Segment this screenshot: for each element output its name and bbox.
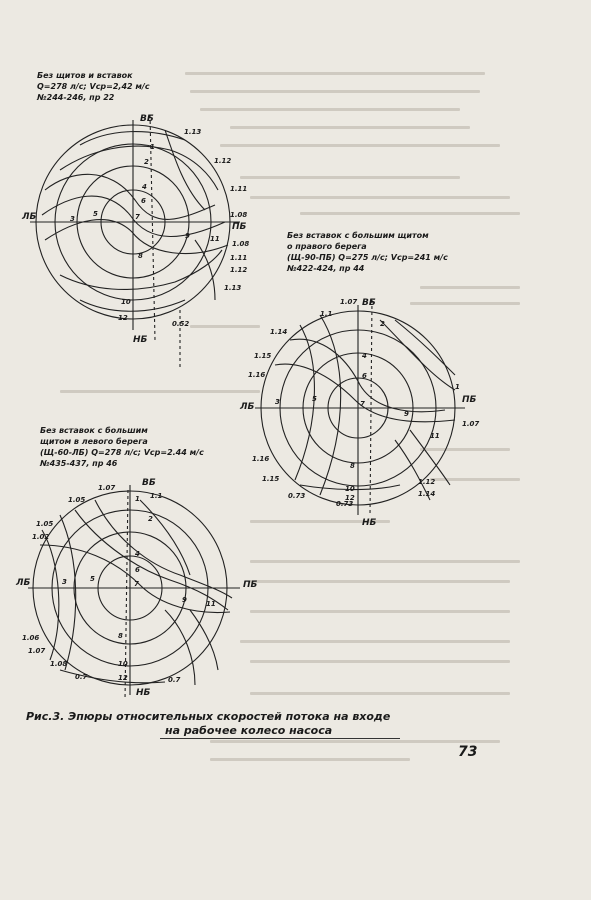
diagram3-isoline-d — [42, 530, 59, 660]
diagram1-point-label: 6 — [141, 197, 146, 205]
diagram2-iso-label: 1.16 — [252, 455, 270, 463]
figure-caption-line1: Рис.3. Эпюры относительных скоростей потока на входе — [26, 710, 391, 723]
diagram3-isoline-b — [95, 500, 232, 598]
diagram3-right-label: ПБ — [243, 580, 258, 590]
diagram2-iso-label: 1.14 — [270, 328, 288, 336]
diagram1-top-label: ВБ — [140, 114, 154, 124]
diagram2-iso-label: 1.14 — [418, 490, 436, 498]
diagram2-iso-label: 0.73 — [336, 500, 354, 508]
diagram2-point-label: 10 — [345, 485, 355, 493]
diagram2-iso-label: 1.12 — [418, 478, 436, 486]
diagram1-point-label: 10 — [121, 298, 131, 306]
diagram2-point-label: 2 — [380, 320, 385, 328]
diagram1-caption-line3: №244-246, пр 22 — [37, 93, 115, 102]
diagram1-left-label: ЛБ — [22, 212, 37, 222]
diagram3-iso-label: 1.05 — [36, 520, 54, 528]
diagram3-point-label: 4 — [135, 550, 140, 558]
diagram2-iso-label: 1.15 — [262, 475, 280, 483]
diagram2-right-label: ПБ — [462, 395, 477, 405]
diagram1-point-label: 7 — [135, 213, 140, 221]
diagram1-caption-line1: Без щитов и вставок — [37, 71, 133, 80]
diagram2-point-label: 4 — [362, 352, 367, 360]
caption-underline — [160, 738, 400, 739]
diagram3-point-label: 8 — [118, 632, 123, 640]
diagram2-iso-label: 1.15 — [254, 352, 272, 360]
diagram1-point-label: 11 — [210, 235, 220, 243]
diagram2-point-label: 5 — [312, 395, 317, 403]
diagram2-iso-label: 1.1 — [320, 310, 333, 318]
diagram2-point-label: 12 — [345, 494, 355, 502]
diagram1-caption-line2: Q=278 л/с; Vср=2,42 м/с — [37, 82, 150, 91]
diagram3-caption-line1: Без вставок с большим — [40, 426, 148, 435]
diagram2-point-label: 11 — [430, 432, 440, 440]
diagram2-point-label: 3 — [275, 398, 280, 406]
diagram3-iso-label: 1.02 — [32, 533, 50, 541]
diagram1-point-label: 4 — [142, 183, 147, 191]
diagram2-point-label: 6 — [362, 372, 367, 380]
diagram2-iso-label: 0.73 — [288, 492, 306, 500]
page-number: 73 — [458, 744, 478, 760]
diagram3-isoline-f — [140, 500, 190, 575]
diagram3-iso-label: 1.07 — [98, 484, 116, 492]
diagram3-dashed-line — [125, 490, 128, 700]
diagram1-iso-label: 1.08 — [232, 240, 250, 248]
diagram3-point-label: 3 — [62, 578, 67, 586]
diagram1-iso-label: 1.11 — [230, 254, 248, 262]
diagram2-point-label: 7 — [360, 400, 365, 408]
diagram3-isoline-e — [60, 515, 76, 670]
diagram3-caption-line3: (Щ-60-ЛБ) Q=278 л/с; Vср=2.44 м/с — [40, 448, 204, 457]
diagram2-point-label: 1 — [455, 383, 460, 391]
diagram1-iso-label: 1.12 — [230, 266, 248, 274]
diagram1-iso-label: 1.08 — [230, 211, 248, 219]
diagram1-bottom-label: НБ — [133, 335, 148, 345]
diagram3-point-label: 7 — [134, 580, 139, 588]
diagram1-iso-label: 1.13 — [184, 128, 202, 136]
diagram3-point-label: 2 — [148, 515, 153, 523]
diagram3-iso-label: 0.7 — [168, 676, 181, 684]
diagram1-point-label: 5 — [93, 210, 98, 218]
diagram3-point-label: 11 — [206, 600, 216, 608]
diagram1-point-label: 8 — [138, 252, 143, 260]
diagram3-left-label: ЛБ — [16, 578, 31, 588]
diagram3-point-label: 1 — [135, 495, 140, 503]
diagram1-point-label: 3 — [70, 215, 75, 223]
diagram2-point-label: 8 — [350, 462, 355, 470]
diagram3-point-label: 9 — [182, 596, 187, 604]
diagram3-point-label: 12 — [118, 674, 128, 682]
diagram3-point-label: 6 — [135, 566, 140, 574]
diagram1-right-label: ПБ — [232, 222, 247, 232]
diagram3-bottom-label: НБ — [136, 688, 151, 698]
diagram3-iso-label: 1.07 — [28, 647, 46, 655]
diagram1-iso-label: 1.11 — [230, 185, 248, 193]
diagram3-iso-label: 1.1 — [150, 492, 163, 500]
diagram2-point-label: 9 — [404, 410, 409, 418]
diagram2-caption-line3: (Щ-90-ПБ) Q=275 л/с; Vср=241 м/с — [287, 253, 448, 262]
diagram1-point-label: 9 — [185, 232, 190, 240]
diagram2-iso-label: 1.07 — [462, 420, 480, 428]
diagram2-caption-line4: №422-424, пр 44 — [287, 264, 365, 273]
diagram2-caption-line2: о правого берега — [287, 242, 367, 251]
diagram3-caption-line2: щитом в левого берега — [40, 437, 148, 446]
diagram2-top-label: ВБ — [362, 298, 376, 308]
diagram1-point-label: 2 — [144, 158, 149, 166]
diagram3-top-label: ВБ — [142, 478, 156, 488]
diagram1-point-label: 1 — [150, 143, 155, 151]
diagram2-caption-line1: Без вставок с большим щитом — [287, 231, 429, 240]
diagram2-iso-label: 1.07 — [340, 298, 358, 306]
diagram3-iso-label: 1.05 — [68, 496, 86, 504]
diagram1-iso-label: 1.12 — [214, 157, 232, 165]
diagram3-iso-label: 1.08 — [50, 660, 68, 668]
diagram3-caption-line4: №435-437, пр 46 — [40, 459, 118, 468]
diagram3-iso-label: 0.7 — [75, 673, 88, 681]
diagram1-point-label: 12 — [118, 314, 128, 322]
diagram3-point-label: 10 — [118, 660, 128, 668]
diagram1-iso-label: 1.13 — [224, 284, 242, 292]
figure-caption-line2: на рабочее колесо насоса — [165, 724, 333, 737]
diagram2-iso-label: 1.16 — [248, 371, 266, 379]
diagram2-left-label: ЛБ — [240, 402, 255, 412]
diagram1-iso-label: 0.52 — [172, 320, 190, 328]
diagram2-bottom-label: НБ — [362, 518, 377, 528]
diagram3-iso-label: 1.06 — [22, 634, 40, 642]
diagram3-point-label: 5 — [90, 575, 95, 583]
